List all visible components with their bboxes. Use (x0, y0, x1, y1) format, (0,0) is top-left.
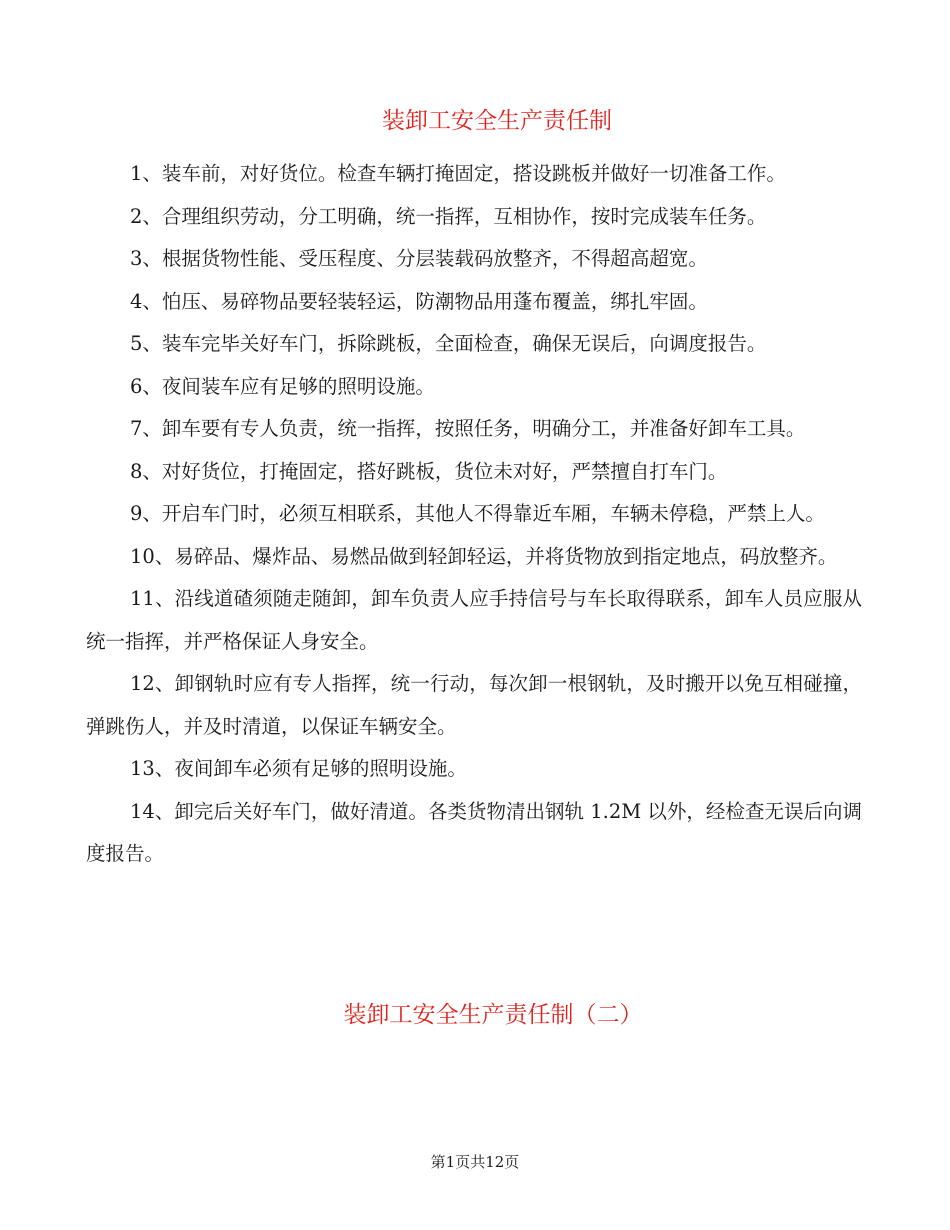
list-item: 10、易碎品、爆炸品、易燃品做到轻卸轻运，并将货物放到指定地点，码放整齐。 (130, 544, 838, 568)
list-item: 13、夜间卸车必须有足够的照明设施。 (130, 757, 467, 780)
document-body (86, 153, 862, 876)
next-section-title: 装卸工安全生产责任制（二） (343, 1002, 643, 1028)
page-number: 第1页共12页 (430, 1153, 520, 1171)
list-item: 1、装车前，对好货位。检查车辆打掩固定，搭设跳板并做好一切准备工作。 (130, 162, 786, 185)
list-item: 2、合理组织劳动，分工明确，统一指挥，互相协作，按时完成装车任务。 (130, 204, 767, 228)
list-item: 14、卸完后关好车门，做好清道。各类货物清出钢轨 1.2M 以外，经检查无误后向调度报告。 (86, 799, 862, 865)
list-item: 12、卸钢轨时应有专人指挥，统一行动，每次卸一根钢轨，及时搬开以免互相碰撞，弹跳伤人，并及时清道，以保证车辆安全。 (86, 672, 862, 738)
list-item: 5、装车完毕关好车门，拆除跳板，全面检查，确保无误后，向调度报告。 (130, 332, 767, 355)
list-item: 4、怕压、易碎物品要轻装轻运，防潮物品用蓬布覆盖，绑扎牢固。 (130, 289, 708, 313)
list-item: 6、夜间装车应有足够的照明设施。 (130, 374, 435, 398)
list-item: 8、对好货位，打掩固定，搭好跳板，货位未对好，严禁擅自打车门。 (130, 459, 728, 483)
list-item: 11、沿线道碴须随走随卸，卸车负责人应手持信号与车长取得联系，卸车人员应服从统一指挥，并严格保证人身安全。 (86, 587, 862, 653)
list-item: 7、卸车要有专人负责，统一指挥，按照任务，明确分工，并准备好卸车工具。 (130, 417, 806, 440)
list-item: 3、根据货物性能、受压程度、分层装载码放整齐，不得超高超宽。 (130, 247, 708, 270)
list-item: 9、开启车门时，必须互相联系，其他人不得靠近车厢，车辆未停稳，严禁上人。 (130, 502, 825, 525)
document-title: 装卸工安全生产责任制 (382, 108, 612, 134)
